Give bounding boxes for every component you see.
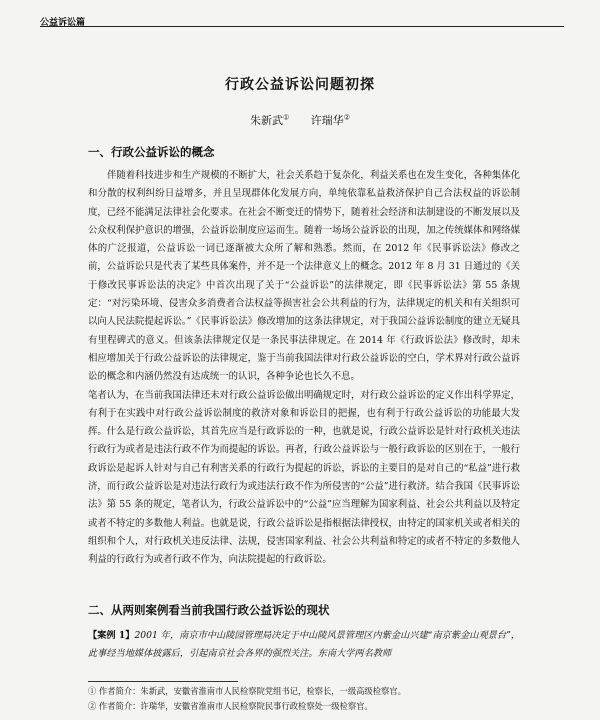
header-section: 公益诉讼篇	[40, 18, 86, 28]
paragraph-1: 伴随着科技进步和生产规模的不断扩大，社会关系趋于复杂化，利益关系也在发生变化，各种集体化和分散的权利纠纷日益增多，并且呈现群体化发展方向，单纯依靠私益救济保护自己合法权益的诉讼制度，已经不能满足法律社会化要求。在社会不断变迁的情势下，随着社会经济和法制建设的不断发展以及公众权利保护意识的增强，公益诉讼制度应运而生。随着一场场公益诉讼的出现，加之传统媒体和网络媒体的广泛报道，公益诉讼一词已逐渐被大众所了解和熟悉。然而，在 2012 年《民事诉讼法》修改之前，公益诉讼只是代表了某些具体案件，并不是一个法律意义上的概念。2012 年 8 月 31 日通过的《关于修改民事诉讼法的决定》中首次出现了关于“公益诉讼”的法律规定，即《民事诉讼法》第 55 条规定：“对污染环境、侵害众多消费者合法权益等损害社会公共利益的行为，法律规定的机关和有关组织可以向人民法院提起诉讼。”《民事诉讼法》修改增加的这条法律规定，对于我国公益诉讼制度的建立无疑具有里程碑式的意义。但该条法律规定仅是一条民事法律规定。在 2014 年《行政诉讼法》修改时，却未相应增加关于行政公益诉讼的法律规定，鉴于当前我国法律对行政公益诉讼的空白，学术界对行政公益诉讼的概念和内涵仍然没有达成统一的认识，各种争论也长久不息。	[88, 170, 520, 383]
section-heading-2: 二、从两则案例看当前我国行政公益诉讼的现状	[88, 603, 330, 617]
case-paragraph	[88, 627, 520, 663]
footnote-1: ① 作者简介：朱新武，安徽省淮南市人民检察院党组书记，检察长，一级高级检察官。	[88, 686, 406, 696]
case-text: 2001 年，南京市中山陵园管理局决定于中山陵风景管理区内紫金山兴建“南京紫金山观景台”，此事经当地媒体披露后，引起南京社会各界的强烈关注。东南大学两名教师	[88, 630, 520, 659]
author-line	[0, 112, 600, 128]
footnote-divider	[88, 681, 238, 682]
section-heading-1: 一、行政公益诉讼的概念	[88, 145, 215, 159]
case-label: 【案例 1】	[88, 630, 135, 641]
paper-title: 行政公益诉讼问题初探	[225, 77, 375, 93]
running-header	[40, 10, 564, 27]
paragraph-2: 笔者认为，在当前我国法律还未对行政公益诉讼做出明确规定时，对行政公益诉讼的定义作出科学界定，有利于在实践中对行政公益诉讼制度的救济对象和诉讼目的把握，也有利于行政公益诉讼的功能最大发挥。什么是行政公益诉讼，其首先应当是行政诉讼的一种，也就是说，行政公益诉讼是针对行政机关违法行政行为或者是违法行政不作为而提起的诉讼。再者，行政公益诉讼与一般行政诉讼的区别在于，一般行政诉讼是起诉人针对与自己有利害关系的行政行为提起的诉讼，诉讼的主要目的是对自己的“私益”进行救济，而行政公益诉讼是对违法行政行为或违法行政不作为所侵害的“公益”进行救济。结合我国《民事诉讼法》第 55 条的规定，笔者认为，行政公益诉讼中的“公益”应当理解为国家利益、社会公共利益以及特定或者不特定的多数他人利益。也就是说，行政公益诉讼是指根据法律授权，由特定的国家机关或者相关的组织和个人，对行政机关违反法律、法规，侵害国家利益、社会公共利益和特定的或者不特定的多数他人利益的行政行为或者行政不作为，向法院提起的行政诉讼。	[88, 389, 520, 566]
author-1-mark: ①	[282, 113, 290, 122]
author-2: 许瑞华②	[310, 113, 351, 127]
section-1-body	[88, 167, 520, 570]
author-1: 朱新武①	[249, 113, 290, 127]
author-2-mark: ②	[343, 113, 351, 122]
footnote-2: ② 作者简介：许瑞华，安徽省淮南市人民检察院民事行政检察处一级检察官。	[88, 701, 373, 711]
